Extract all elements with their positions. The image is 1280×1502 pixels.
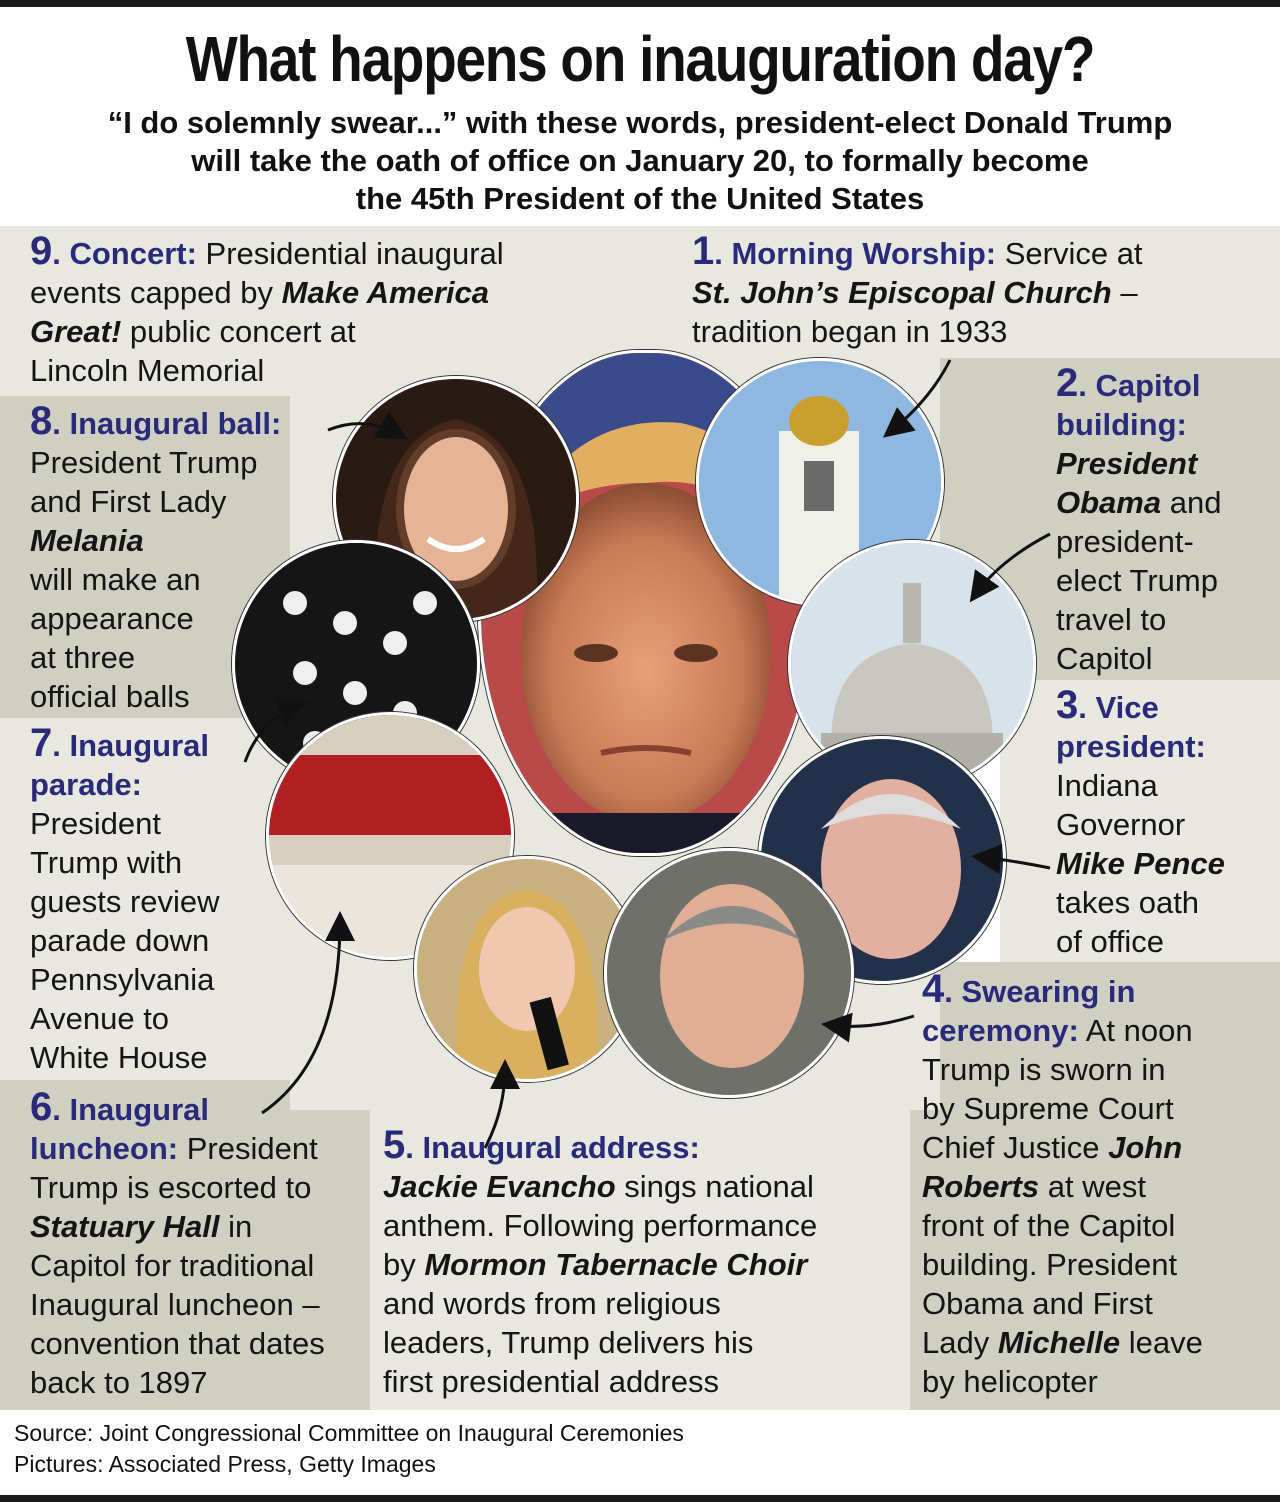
step-text: –: [1111, 275, 1138, 310]
step-text: President: [30, 806, 161, 841]
step-text: President Trump: [30, 445, 258, 480]
step-number: 3: [1056, 683, 1079, 727]
step-5: 5. Inaugural address: Jackie Evancho sings national anthem. Following performance by Mormon Tabernacle Choir and words from religious leaders, Trump delivers his first presidential address: [383, 1123, 818, 1399]
step-heading: ceremony:: [922, 1013, 1079, 1048]
step-1: 1. Morning Worship: Service at St. John’s Episcopal Church – tradition began in 1933: [692, 229, 1143, 349]
step-text: Avenue to: [30, 1001, 170, 1036]
step-heading: Inaugural: [69, 1092, 209, 1127]
step-text: Inaugural luncheon –: [30, 1287, 320, 1322]
step-number: 8: [30, 399, 53, 443]
step-text: White House: [30, 1040, 208, 1075]
step-text: Pennsylvania: [30, 962, 215, 997]
step-text: takes oath: [1056, 885, 1200, 920]
step-emphasis: Roberts: [922, 1169, 1040, 1204]
step-emphasis: St. John’s Episcopal Church: [692, 275, 1112, 310]
step-text: building. President: [922, 1247, 1178, 1282]
step-heading: Vice: [1095, 690, 1159, 725]
step-text: Trump is sworn in: [922, 1052, 1166, 1087]
step-text: by: [383, 1247, 425, 1282]
source-line: Source: Joint Congressional Committee on Inaugural Ceremonies: [14, 1420, 684, 1446]
step-text: guests review: [30, 884, 220, 919]
step-text: leave: [1120, 1325, 1203, 1360]
step-text: Capitol: [1056, 641, 1153, 676]
step-heading: Capitol: [1095, 368, 1201, 403]
step-number: 6: [30, 1085, 53, 1129]
step-9: 9. Concert: Presidential inaugural events capped by Make America Great! public concert at Lincoln Memorial: [30, 229, 504, 388]
step-7: 7. Inaugural parade: President Trump with guests review parade down Pennsylvania Avenue to White House: [30, 721, 220, 1075]
step-text: Trump with: [30, 845, 183, 880]
step-text: At noon: [1078, 1013, 1193, 1048]
bottom-rule: [0, 1495, 1280, 1502]
step-emphasis: Statuary Hall: [30, 1209, 220, 1244]
step-text: and words from religious: [383, 1286, 721, 1321]
step-text: parade down: [30, 923, 210, 958]
step-emphasis: Michelle: [997, 1325, 1121, 1360]
step-number: 2: [1056, 361, 1079, 405]
step-text: Lincoln Memorial: [30, 353, 265, 388]
subtitle-line: will take the oath of office on January 20, to formally become: [191, 143, 1089, 178]
step-text: will make an: [30, 562, 201, 597]
step-heading: Morning Worship:: [731, 236, 997, 271]
step-text: at west: [1039, 1169, 1146, 1204]
pictures-credit-line: Pictures: Associated Press, Getty Images: [14, 1451, 436, 1477]
step-text: at three: [30, 640, 136, 675]
step-text: in: [219, 1209, 253, 1244]
step-text: Governor: [1056, 807, 1186, 842]
step-text: Lady: [922, 1325, 998, 1360]
step-heading: luncheon:: [30, 1131, 179, 1166]
subtitle-line: the 45th President of the United States: [355, 181, 925, 216]
step-number: 1: [692, 229, 715, 273]
step-2: 2. Capitol building: President Obama and president- elect Trump travel to Capitol: [1056, 361, 1222, 676]
step-emphasis: Make America: [281, 275, 489, 310]
step-number: 9: [30, 229, 53, 273]
step-heading: parade:: [30, 767, 142, 802]
step-heading: building:: [1056, 407, 1187, 442]
step-text: anthem. Following performance: [383, 1208, 818, 1243]
step-text: appearance: [30, 601, 194, 636]
step-text: first presidential address: [383, 1364, 719, 1399]
step-text: front of the Capitol: [922, 1208, 1176, 1243]
step-number: 7: [30, 721, 53, 765]
step-heading: Concert:: [69, 236, 197, 271]
step-emphasis: Melania: [30, 523, 144, 558]
step-text: elect Trump: [1056, 563, 1218, 598]
step-text: convention that dates: [30, 1326, 325, 1361]
step-emphasis: Jackie Evancho: [383, 1169, 616, 1204]
step-text: Chief Justice: [922, 1130, 1109, 1165]
step-text: sings national: [615, 1169, 814, 1204]
step-3: 3. Vice president: Indiana Governor Mike Pence takes oath of office: [1056, 683, 1225, 959]
step-text: Trump is escorted to: [30, 1170, 312, 1205]
step-number: 5: [383, 1123, 406, 1167]
step-number: 4: [922, 967, 945, 1011]
page-title: What happens on inauguration day?: [185, 23, 1095, 95]
step-emphasis: Mormon Tabernacle Choir: [424, 1247, 808, 1282]
step-heading: Swearing in: [961, 974, 1136, 1009]
step-text: Obama and First: [922, 1286, 1153, 1321]
step-6: 6. Inaugural luncheon: President Trump is escorted to Statuary Hall in Capitol for traditional Inaugural luncheon – convention that dates back to 1897: [30, 1085, 325, 1400]
step-text: by helicopter: [922, 1364, 1098, 1399]
step-heading: Inaugural ball:: [69, 406, 282, 441]
step-8: 8. Inaugural ball: President Trump and First Lady Melania will make an appearance at three official balls: [30, 399, 282, 714]
step-text: and: [1161, 485, 1222, 520]
step-emphasis: John: [1108, 1130, 1183, 1165]
step-text: President: [178, 1131, 318, 1166]
step-text: back to 1897: [30, 1365, 208, 1400]
step-text: leaders, Trump delivers his: [383, 1325, 754, 1360]
subtitle-line: “I do solemnly swear...” with these words, president-elect Donald Trump: [107, 105, 1173, 140]
step-text: Indiana: [1056, 768, 1158, 803]
step-4: 4. Swearing in ceremony: At noon Trump is sworn in by Supreme Court Chief Justice John Roberts at west front of the Capitol building. President Obama and First Lady Michelle leave by helicopter: [922, 967, 1203, 1399]
step-emphasis: Great!: [30, 314, 122, 349]
source-credits: [14, 1418, 684, 1480]
step-heading: president:: [1056, 729, 1206, 764]
step-heading: Inaugural: [69, 728, 209, 763]
step-text: Capitol for traditional: [30, 1248, 315, 1283]
step-text: Presidential inaugural: [196, 236, 504, 271]
step-text: events capped by: [30, 275, 282, 310]
step-text: by Supreme Court: [922, 1091, 1174, 1126]
step-text: tradition began in 1933: [692, 314, 1008, 349]
step-emphasis: Mike Pence: [1056, 846, 1225, 881]
step-text: travel to: [1056, 602, 1167, 637]
step-text: and First Lady: [30, 484, 227, 519]
step-emphasis: Obama: [1056, 485, 1162, 520]
step-heading: Inaugural address:: [422, 1130, 700, 1165]
step-text: president-: [1056, 524, 1194, 559]
step-text: Service at: [996, 236, 1143, 271]
step-text: public concert at: [121, 314, 356, 349]
step-text: official balls: [30, 679, 190, 714]
step-text: of office: [1056, 924, 1165, 959]
step-emphasis: President: [1056, 446, 1198, 481]
